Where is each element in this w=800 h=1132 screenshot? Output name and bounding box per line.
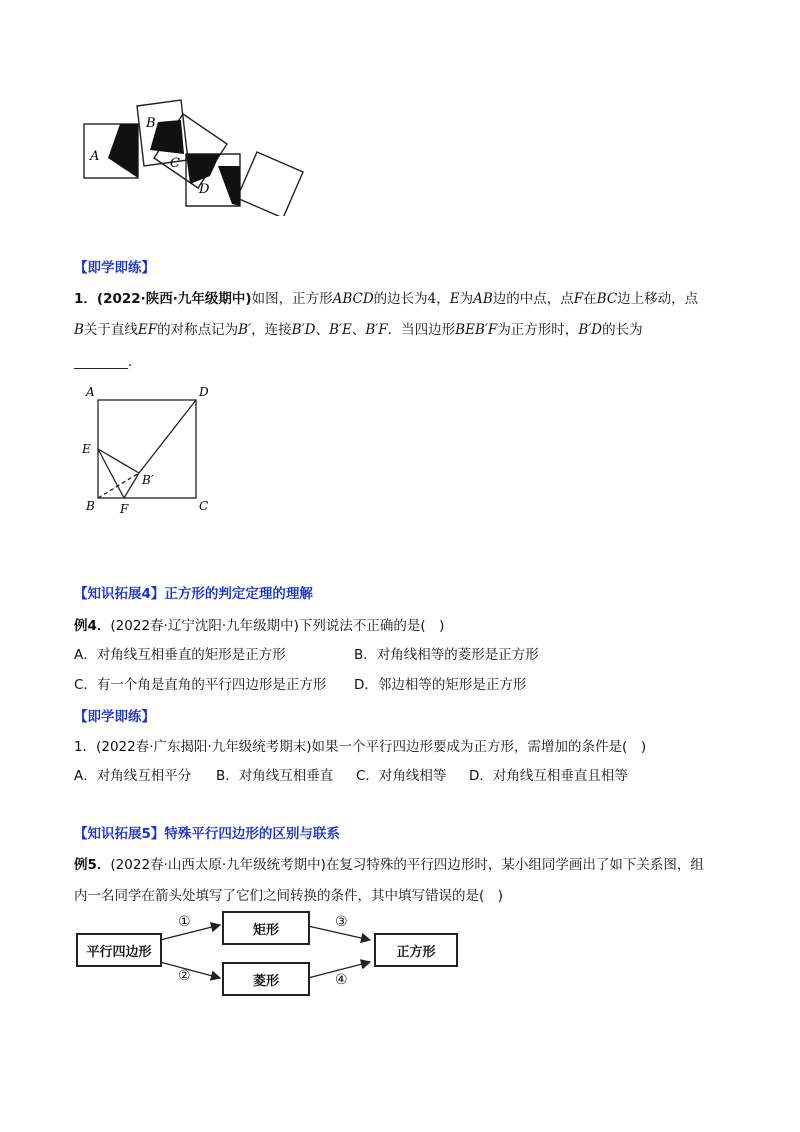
q1-text: 边上移动，点 <box>617 291 699 307</box>
q1-math: B <box>74 322 84 338</box>
q1-math: B′ <box>238 322 252 338</box>
question-2: 1．(2022春·广东揭阳·九年级统考期末)如果一个平行四边形要成为正方形，需增加的条件是( ) <box>74 739 647 755</box>
knowledge-heading-5: 【知识拓展5】特殊平行四边形的区别与联系 <box>74 826 340 842</box>
q1-math: 4 <box>427 291 437 307</box>
q2-option-a: A．对角线互相平分 <box>74 768 192 784</box>
q1-text: 、 <box>351 322 366 338</box>
ex4-option-b: B．对角线相等的菱形是正方形 <box>354 647 539 663</box>
condition-2-label: ② <box>178 968 191 984</box>
q1-math: B′F <box>365 322 388 338</box>
example-4 <box>74 614 444 634</box>
example-4-number: 例4． <box>74 618 111 634</box>
answer-blank: ________． <box>74 354 142 370</box>
q1-text: 为正方形时， <box>497 322 579 338</box>
condition-3-label: ③ <box>335 914 348 930</box>
fig2-label-b: B <box>86 499 95 513</box>
practice-heading-2: 【即学即练】 <box>74 709 155 725</box>
q1-math: B′D <box>578 322 603 338</box>
q1-number: 1． <box>74 291 97 307</box>
q1-text: 的长为 <box>602 322 643 338</box>
condition-4-label: ④ <box>335 972 348 988</box>
q2-option-d: D．对角线互相垂直且相等 <box>469 768 628 784</box>
square-box: 正方形 <box>374 933 458 967</box>
q1-text: ，连接 <box>251 322 292 338</box>
q2-option-b: B．对角线互相垂直 <box>216 768 334 784</box>
q1-math: EF <box>137 322 158 338</box>
q1-text: ， <box>436 291 450 307</box>
fig2-label-d: D <box>199 385 209 399</box>
rectangle-box: 矩形 <box>222 911 310 945</box>
parallelogram-box: 平行四边形 <box>76 933 162 967</box>
rhombus-box: 菱形 <box>222 962 310 996</box>
q1-text: 的边长为 <box>373 291 428 307</box>
q1-math: BC <box>596 291 618 307</box>
fig1-label-d: D <box>199 182 210 197</box>
q1-text: ．当四边形 <box>387 322 456 338</box>
fig1-label-a: A <box>90 149 100 164</box>
q1-math: E <box>449 291 460 307</box>
practice-heading-1: 【即学即练】 <box>74 260 155 276</box>
fig2-label-e: E <box>82 442 91 456</box>
q1-math: B′E <box>328 322 352 338</box>
example-5-line-2: 内一名同学在箭头处填写了它们之间转换的条件，其中填写错误的是( ) <box>74 888 504 904</box>
q1-math: BEB′F <box>455 322 498 338</box>
fig2-label-c: C <box>199 499 209 513</box>
q2-option-c: C．对角线相等 <box>356 768 447 784</box>
question-1-line-2 <box>74 318 643 338</box>
squares-chain-figure <box>80 96 320 216</box>
ex4-option-c: C．有一个角是直角的平行四边形是正方形 <box>74 677 327 693</box>
example-5-text-1: (2022春·山西太原·九年级统考期中)在复习特殊的平行四边形时，某小组同学画出了如下关系图，组 <box>110 857 704 873</box>
q1-math: AB <box>473 291 493 307</box>
fig2-label-bprime: B′ <box>142 473 154 487</box>
example-5-number: 例5． <box>74 857 111 873</box>
ex4-option-a: A．对角线互相垂直的矩形是正方形 <box>74 647 286 663</box>
fig1-label-b: B <box>146 116 156 131</box>
q1-text: 、 <box>315 322 329 338</box>
q1-text: 关于直线 <box>83 322 138 338</box>
q1-text: 为 <box>459 291 474 307</box>
q1-text: 如图，正方形 <box>251 291 333 307</box>
fig2-label-a: A <box>86 385 95 399</box>
q1-math: F <box>573 291 584 307</box>
ex4-option-d: D．邻边相等的矩形是正方形 <box>354 677 527 693</box>
q1-text: 边的中点，点 <box>492 291 574 307</box>
example-4-text: (2022春·辽宁沈阳·九年级期中)下列说法不正确的是( ) <box>110 618 445 634</box>
condition-1-label: ① <box>178 914 191 930</box>
q1-math: B′D <box>291 322 316 338</box>
square-abcd-figure <box>78 380 228 520</box>
q1-text: 在 <box>583 291 597 307</box>
fig1-label-c: C <box>170 156 180 171</box>
knowledge-heading-4: 【知识拓展4】正方形的判定定理的理解 <box>74 586 313 602</box>
q1-text: 的对称点记为 <box>157 322 239 338</box>
fig2-label-f: F <box>120 502 129 516</box>
example-5-line-1 <box>74 853 704 873</box>
q1-source: (2022·陕西·九年级期中) <box>96 291 252 307</box>
q1-math: ABCD <box>332 291 374 307</box>
question-1-line-1 <box>74 287 698 307</box>
